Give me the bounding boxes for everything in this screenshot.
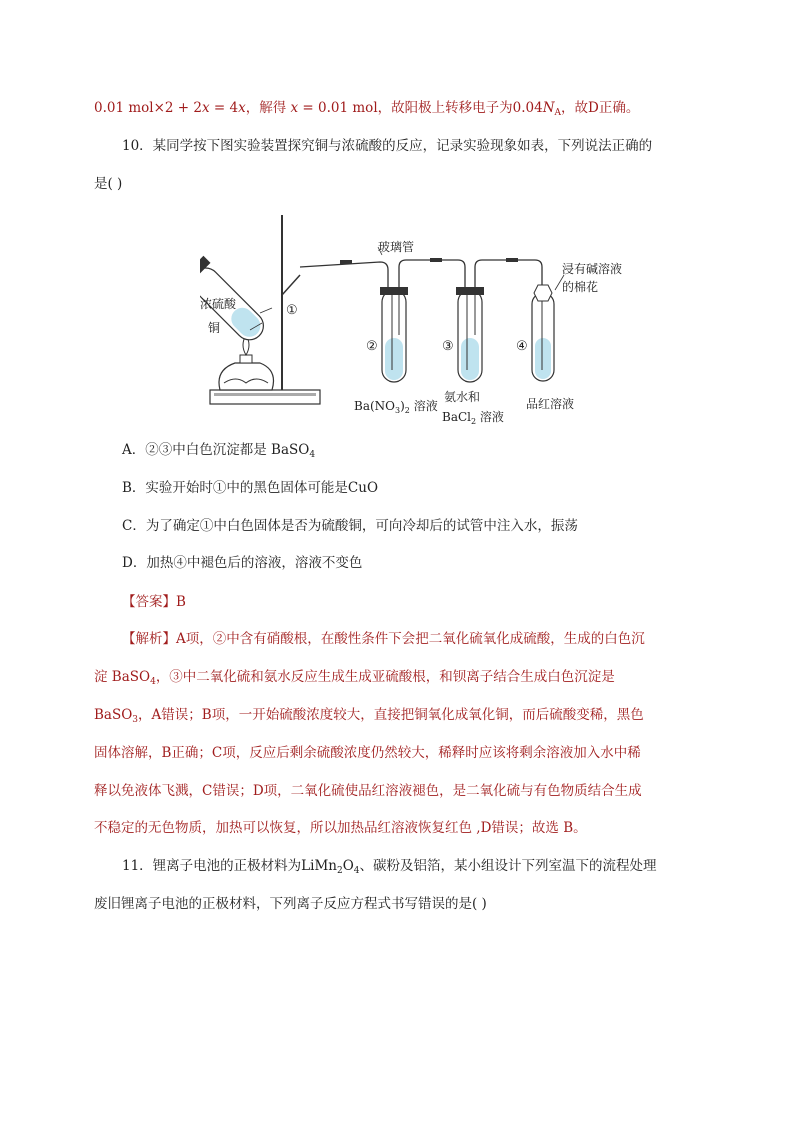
- analysis-label: 【解析】: [122, 631, 176, 647]
- test-tube-4: [532, 285, 554, 381]
- q11-stem-line2: 废旧锂离子电池的正极材料，下列离子反应方程式书写错误的是( ): [94, 896, 487, 912]
- analysis-line4: 固体溶解，B正确；C项，反应后剩余硫酸浓度仍然较大，稀释时应该将剩余溶液加入水中稀: [94, 745, 641, 761]
- analysis-line2: [94, 667, 615, 687]
- previous-answer-tail: [94, 98, 639, 118]
- label-alkali-cotton-2: 的棉花: [562, 280, 599, 294]
- rubber-joint: [506, 258, 518, 262]
- label-solution-4: 品红溶液: [526, 397, 575, 411]
- option-b: B．实验开始时①中的黑色固体可能是CuO: [122, 480, 379, 496]
- text-segment: ，故D正确。: [561, 100, 640, 116]
- label-num-2: ②: [366, 339, 378, 354]
- label-solution-2: $Ba(NO_3)_2$ 溶液: [354, 399, 438, 415]
- text-segment: = 4: [209, 100, 239, 116]
- variable-x: x: [238, 100, 246, 116]
- analysis-text: BaSO: [94, 707, 133, 723]
- answer-label: 【答案】: [122, 594, 176, 610]
- analysis-line5: 释以免液体飞溅，C错误；D项，二氧化硫使品红溶液褪色，是二氧化硫与有色物质结合生成: [94, 783, 642, 799]
- q11-text: 11．锂离子电池的正极材料为LiMn: [122, 858, 337, 874]
- subscript: 4: [309, 450, 316, 460]
- subscript: 4: [150, 677, 156, 687]
- q11-text: 、碳粉及铝箔，某小组设计下列室温下的流程处理: [359, 858, 657, 874]
- text-segment: = 0.01 mol，故阳极上转移电子为0.04: [298, 100, 543, 116]
- label-solution-3-line1: 氨水和: [444, 390, 481, 404]
- subscript: 3: [132, 715, 139, 725]
- label-alkali-cotton-1: 浸有碱溶液: [562, 262, 623, 276]
- q10-stem-line2: 是( ): [94, 176, 123, 192]
- label-conc-acid: 浓硫酸: [200, 297, 237, 311]
- option-a: [122, 440, 315, 460]
- option-c: C．为了确定①中白色固体是否为硫酸铜，可向冷却后的试管中注入水，振荡: [122, 518, 578, 534]
- label-num-4: ④: [516, 339, 528, 354]
- q11-stem-line1: [122, 856, 657, 876]
- analysis-text: ，③中二氧化硫和氨水反应生成生成亚硫酸根，和钡离子结合生成白色沉淀是: [155, 669, 615, 685]
- apparatus-figure: [200, 205, 640, 430]
- glass-tube-2: [399, 260, 465, 290]
- rubber-joint: [340, 260, 352, 264]
- clamp-arm: [282, 275, 300, 295]
- glass-tube-3: [475, 260, 542, 295]
- lamp-wick-holder: [240, 355, 252, 363]
- label-glass-tube: 玻璃管: [378, 240, 415, 254]
- analysis-line1: [122, 629, 645, 649]
- label-num-3: ③: [442, 339, 454, 354]
- label-solution-3-line2: BaCl$_2$ 溶液: [442, 410, 504, 426]
- acid-leader-line: [260, 308, 272, 313]
- avogadro-symbol: N: [542, 100, 555, 116]
- analysis-text: ，A错误；B项，一开始硫酸浓度较大，直接把铜氧化成氧化铜，而后硫酸变稀，黑色: [138, 707, 644, 723]
- subscript: A: [554, 108, 562, 118]
- test-tube-3: [456, 287, 484, 382]
- glass-tube-1: [300, 262, 388, 290]
- option-d: D．加热④中褪色后的溶液，溶液不变色: [122, 555, 363, 571]
- answer-value: B: [176, 594, 186, 610]
- label-num-1: ①: [286, 303, 298, 318]
- subscript: 4: [353, 866, 360, 876]
- stand-base-shade: [214, 393, 316, 396]
- stand-base: [210, 390, 320, 404]
- text-segment: ，解得: [245, 100, 291, 116]
- alcohol-lamp: [219, 363, 274, 390]
- analysis-text: A项，②中含有硝酸根，在酸性条件下会把二氧化硫氧化成硫酸，生成的白色沉: [176, 631, 645, 647]
- test-tube-2: [380, 287, 408, 382]
- q11-text: O: [342, 858, 354, 874]
- analysis-line3: [94, 705, 644, 725]
- variable-x: x: [290, 100, 299, 116]
- subscript: 2: [336, 866, 343, 876]
- analysis-line6: 不稳定的无色物质，加热可以恢复，所以加热品红溶液恢复红色 ,D错误；故选 B。: [94, 820, 587, 836]
- label-copper: 铜: [208, 321, 221, 335]
- rubber-joint: [430, 258, 442, 262]
- variable-x: x: [201, 100, 210, 116]
- answer-line: [122, 592, 186, 612]
- analysis-text: 淀 BaSO: [94, 669, 151, 685]
- option-a-text: A．②③中白色沉淀都是 BaSO: [122, 442, 310, 458]
- q10-stem-line1: 10．某同学按下图实验装置探究铜与浓硫酸的反应，记录实验现象如表，下列说法正确的: [122, 138, 653, 154]
- cotton-plug: [534, 285, 552, 301]
- text-segment: 0.01 mol×2 + 2: [94, 100, 202, 116]
